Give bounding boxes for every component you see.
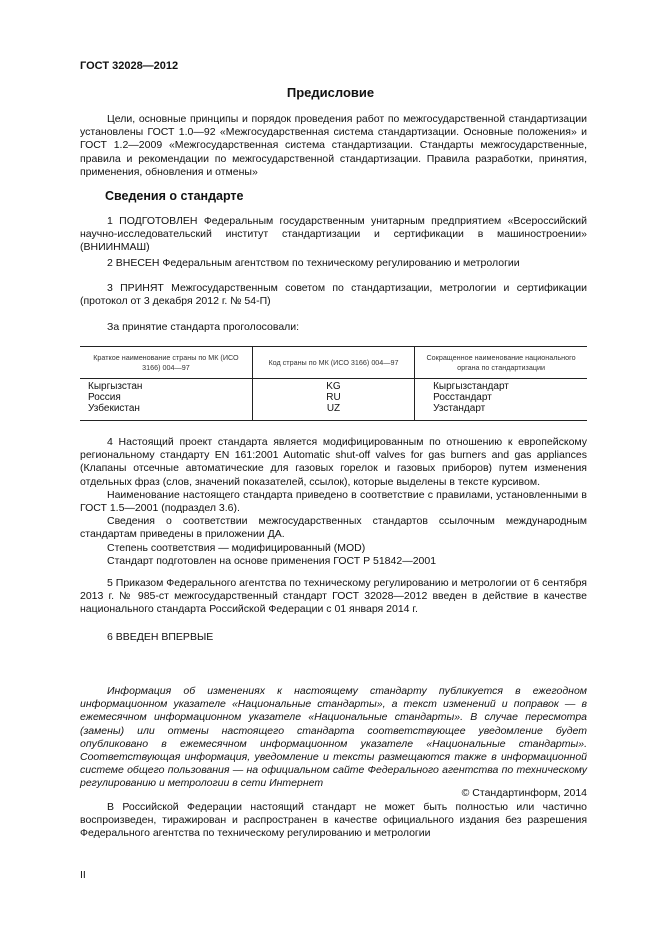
- info-item-2: 2 ВНЕСЕН Федеральным агентством по техническому регулированию и метрологии: [107, 257, 520, 269]
- table-cell-countries: Кыргызстан Россия Узбекистан: [80, 379, 252, 421]
- table-header-body: Сокращенное наименование национального органа по стандартизации: [415, 347, 587, 379]
- copyright: © Стандартинформ, 2014: [461, 787, 587, 799]
- voting-table: [80, 346, 587, 421]
- table-row: [80, 379, 587, 421]
- foreword-text: Цели, основные принципы и порядок проведения работ по межгосударственной стандартизации установлены ГОСТ 1.0—92 «Межгосударственная система стандартизации. Основные положения» и ГОСТ 1.2—2009 «Межгосударственная система стандартизации. Стандарты межгосударственные, правила и рекомендации по межгосударственной стандартизации. Правила разработки, принятия, применения, обновления и отмены»: [80, 113, 587, 178]
- changes-notice: [80, 685, 587, 791]
- info-item-4: [80, 436, 587, 568]
- table-header-row: [80, 347, 587, 379]
- document-code: ГОСТ 32028—2012: [80, 60, 179, 72]
- info-item-1: 1 ПОДГОТОВЛЕН Федеральным государственным унитарным предприятием «Всероссийский научно-исследовательский институт стандартизации и сертификации в машиностроении» (ВНИИНМАШ): [80, 215, 587, 254]
- info-item-3: 3 ПРИНЯТ Межгосударственным советом по стандартизации, метрологии и сертификации (протокол от 3 декабря 2012 г. № 54-П): [80, 282, 587, 308]
- info-item-4-basis: Стандарт подготовлен на основе применения ГОСТ Р 51842—2001: [107, 554, 437, 567]
- table-header-country: Краткое наименование страны по МК (ИСО 3166) 004—97: [80, 347, 252, 379]
- info-item-4-text: 4 Настоящий проект стандарта является модифицированным по отношению к европейскому региональному стандарту EN 161:2001 Automatic shut-off valves for gas burners and gas appliances (Клапаны отсечные автоматические для газовых горелок и газовых приборов) путем изменения отдельных фраз (слов, значений показателей, ссылок), которые выделены в тексте курсивом.: [80, 436, 587, 488]
- table-header-code: Код страны по МК (ИСО 3166) 004—97: [252, 347, 414, 379]
- foreword-title: Предисловие: [286, 85, 375, 100]
- info-heading: Сведения о стандарте: [105, 189, 244, 203]
- table-cell-bodies: Кыргызстандарт Росстандарт Узстандарт: [415, 379, 587, 421]
- reproduction-notice: В Российской Федерации настоящий стандарт не может быть полностью или частично воспроизведен, тиражирован и распространен в качестве официального издания без разрешения Федерального агентства по техническому регулированию и метрологии: [80, 801, 587, 840]
- info-item-4-degree: Степень соответствия — модифицированный (MOD): [107, 541, 366, 554]
- info-item-6: 6 ВВЕДЕН ВПЕРВЫЕ: [107, 631, 214, 643]
- info-item-4-name-note: Наименование настоящего стандарта приведено в соответствие с правилами, установленными в ГОСТ 1.5—2001 (подраздел 3.6).: [80, 488, 587, 515]
- changes-notice-text: Информация об изменениях к настоящему стандарту публикуется в ежегодном информационном указателе «Национальные стандарты», а текст изменений и поправок — в ежемесячном информационном указателе «Национальные стандарты». В случае пересмотра (замены) или отмены настоящего стандарта соответствующее уведомление будет опубликовано в ежемесячном информационном указателе «Национальные стандарты». Соответствующая информация, уведомление и тексты размещаются также в информационной системе общего пользования — на официальном сайте Федерального агентства по техническому регулированию и метрологии в сети Интернет: [80, 685, 587, 790]
- info-item-5: 5 Приказом Федерального агентства по техническому регулированию и метрологии от 6 сентября 2013 г. № 985-ст межгосударственный стандарт ГОСТ 32028—2012 введен в действие в качестве национального стандарта Российской Федерации с 01 января 2014 г.: [80, 577, 587, 616]
- info-item-4-refs-note: Сведения о соответствии межгосударственных стандартов ссылочным международным стандартам приведены в приложении ДА.: [80, 515, 587, 541]
- voted-label: За принятие стандарта проголосовали:: [107, 321, 300, 333]
- page-number: II: [80, 869, 86, 881]
- table-cell-codes: KG RU UZ: [252, 379, 414, 421]
